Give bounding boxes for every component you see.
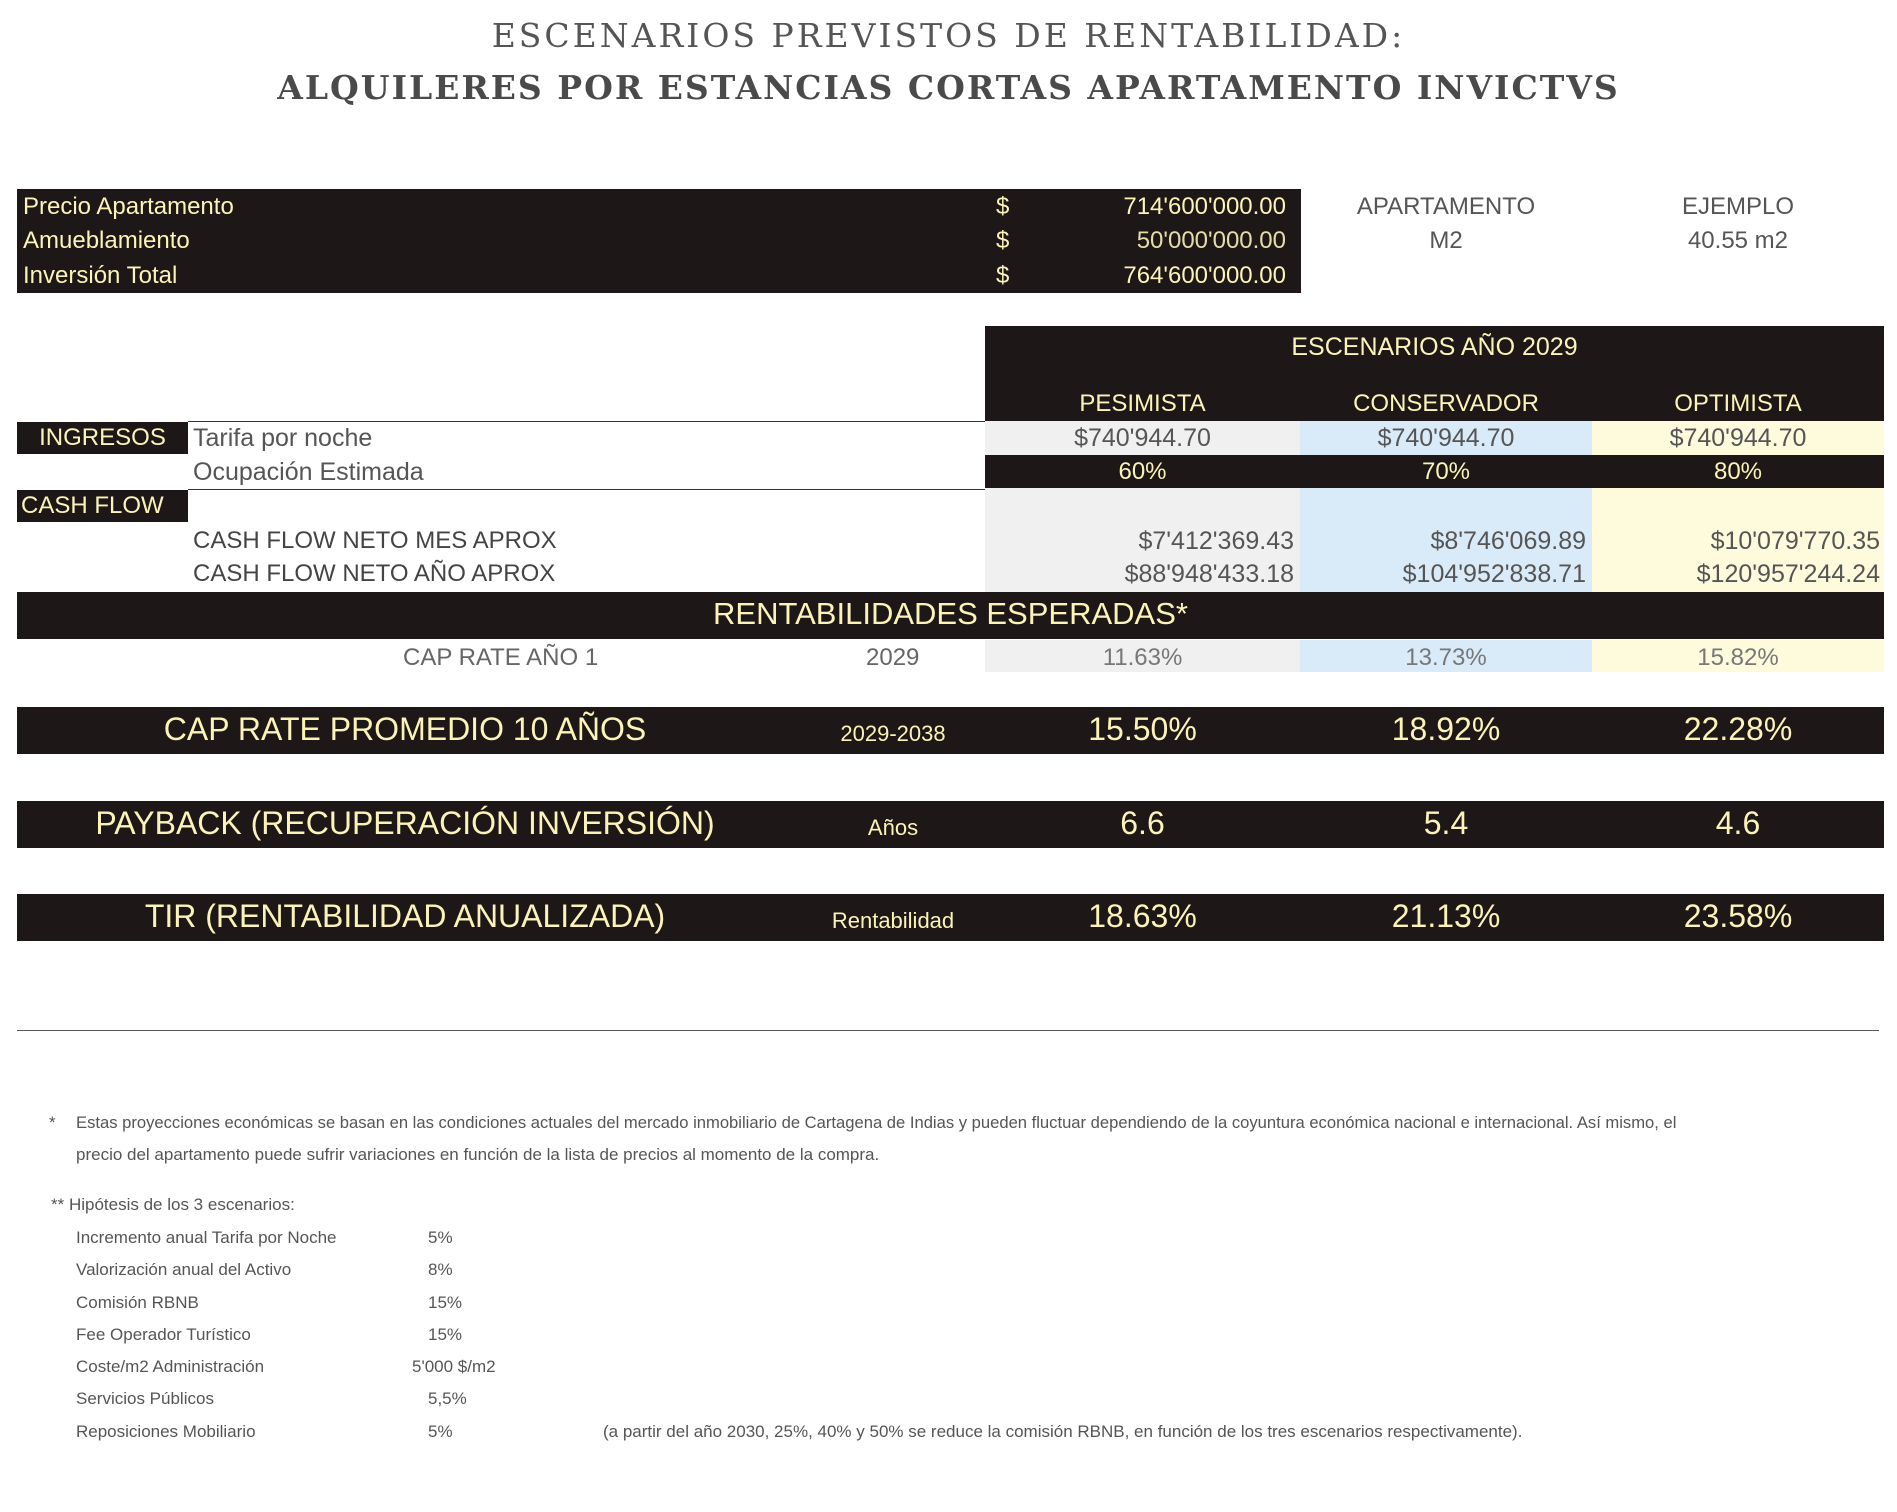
cap-rate-promedio-conservador: 18.92% (1391, 711, 1501, 747)
investment-label-total: Inversión Total (23, 262, 178, 289)
cap-rate-promedio-sub: 2029-2038 (840, 721, 946, 746)
cap-rate-promedio-pesimista: 15.50% (1088, 711, 1197, 747)
cashflow-mes-conservador: $8'746'069.89 (1430, 527, 1586, 555)
cap-rate-year: 2029 (866, 644, 920, 671)
ingresos-label: INGRESOS (39, 424, 166, 451)
tarifa-optimista: $740'944.70 (1669, 424, 1807, 452)
ocupacion-label: Ocupación Estimada (193, 458, 424, 486)
payback-conservador: 5.4 (1423, 805, 1469, 841)
scenario-optimista-header: OPTIMISTA (1674, 390, 1802, 417)
example-header: EJEMPLO (1681, 193, 1795, 220)
commission-note: (a partir del año 2030, 25%, 40% y 50% se reduce la comisión RBNB, en función de los tres escenarios respectivamente). (603, 1422, 1523, 1441)
divider (188, 489, 985, 490)
ocupacion-pesimista: 60% (1118, 458, 1167, 485)
tarifa-conservador: $740'944.70 (1377, 424, 1515, 452)
tir-label: TIR (RENTABILIDAD ANUALIZADA) (144, 898, 666, 934)
cashflow-ano-conservador: $104'952'838.71 (1402, 560, 1586, 588)
cashflow-mes-pesimista: $7'412'369.43 (1138, 527, 1294, 555)
hypothesis-label: Comisión RBNB (76, 1293, 199, 1312)
cap-rate-optimista: 15.82% (1697, 644, 1779, 671)
scenario-conservador-header: CONSERVADOR (1353, 390, 1539, 417)
apartment-value: M2 (1429, 227, 1463, 254)
cap-rate-pesimista: 11.63% (1102, 644, 1183, 671)
cashflow-mes-label: CASH FLOW NETO MES APROX (193, 527, 557, 554)
cashflow-ano-pesimista: $88'948'433.18 (1124, 560, 1294, 588)
cap-rate-promedio-label: CAP RATE PROMEDIO 10 AÑOS (163, 711, 647, 747)
footer-separator (17, 1030, 1879, 1031)
scenarios-title: ESCENARIOS AÑO 2029 (1291, 333, 1578, 361)
investment-value-total: 764'600'000.00 (1123, 262, 1286, 289)
payback-sub: Años (867, 815, 919, 840)
divider (188, 421, 985, 422)
tarifa-label: Tarifa por noche (193, 424, 373, 452)
page-title: ESCENARIOS PREVISTOS DE RENTABILIDAD: (491, 16, 1406, 55)
hypothesis-label: Fee Operador Turístico (76, 1325, 251, 1344)
payback-optimista: 4.6 (1715, 805, 1761, 841)
investment-label-price: Precio Apartamento (23, 193, 234, 220)
hypothesis-label: Incremento anual Tarifa por Noche (76, 1228, 337, 1247)
cashflow-ano-label: CASH FLOW NETO AÑO APROX (193, 560, 556, 587)
rentabilidades-title: RENTABILIDADES ESPERADAS* (713, 596, 1188, 631)
currency-symbol: $ (996, 262, 1010, 289)
cap-rate-conservador: 13.73% (1405, 644, 1487, 671)
ocupacion-optimista: 80% (1713, 458, 1763, 485)
investment-label-furniture: Amueblamiento (23, 227, 190, 254)
currency-symbol: $ (996, 227, 1010, 254)
payback-pesimista: 6.6 (1120, 805, 1165, 841)
example-value: 40.55 m2 (1687, 227, 1789, 254)
cashflow-mes-optimista: $10'079'770.35 (1710, 527, 1880, 555)
hypothesis-label: Servicios Públicos (76, 1389, 214, 1408)
cap-rate-year1-label: CAP RATE AÑO 1 (403, 644, 599, 671)
apartment-header: APARTAMENTO (1356, 193, 1536, 220)
page-subtitle: ALQUILERES POR ESTANCIAS CORTAS APARTAMENTO INVICTVS (277, 68, 1620, 107)
investment-value-furniture: 50'000'000.00 (1136, 227, 1286, 254)
cashflow-label: CASH FLOW (21, 492, 164, 519)
footnote-star-mark: * (49, 1113, 56, 1132)
investment-value-price: 714'600'000.00 (1123, 193, 1286, 220)
footnote-star-line2: precio del apartamento puede sufrir variaciones en función de la lista de precios al momento de la compra. (76, 1145, 880, 1164)
hypothesis-value: 15% (428, 1325, 463, 1344)
payback-label: PAYBACK (RECUPERACIÓN INVERSIÓN) (95, 805, 715, 841)
hypothesis-value: 5% (428, 1228, 453, 1247)
tir-sub: Rentabilidad (831, 908, 955, 933)
hypothesis-value: 5'000 $/m2 (412, 1357, 496, 1376)
scenario-pesimista-header: PESIMISTA (1079, 390, 1206, 417)
hypothesis-label: Reposiciones Mobiliario (76, 1422, 256, 1441)
hypothesis-value: 5,5% (428, 1389, 467, 1408)
hypothesis-value: 15% (428, 1293, 463, 1312)
cap-rate-promedio-optimista: 22.28% (1683, 711, 1793, 747)
hypothesis-label: Coste/m2 Administración (76, 1357, 265, 1376)
tarifa-pesimista: $740'944.70 (1074, 424, 1211, 452)
cashflow-ano-optimista: $120'957'244.24 (1696, 560, 1880, 588)
tir-pesimista: 18.63% (1088, 898, 1197, 934)
hypothesis-value: 8% (428, 1260, 453, 1279)
hypothesis-label: Valorización anual del Activo (76, 1260, 292, 1279)
tir-conservador: 21.13% (1391, 898, 1501, 934)
hypotheses-title: ** Hipótesis de los 3 escenarios: (51, 1195, 295, 1214)
tir-optimista: 23.58% (1683, 898, 1793, 934)
hypothesis-value: 5% (428, 1422, 453, 1441)
footnote-star-line1: Estas proyecciones económicas se basan en las condiciones actuales del mercado inmobiliario de Cartagena de Indias y pueden fluctuar dependiendo de la coyuntura económica nacional e internacional. Así mismo, el (76, 1113, 1677, 1132)
ocupacion-conservador: 70% (1421, 458, 1471, 485)
currency-symbol: $ (996, 193, 1010, 220)
